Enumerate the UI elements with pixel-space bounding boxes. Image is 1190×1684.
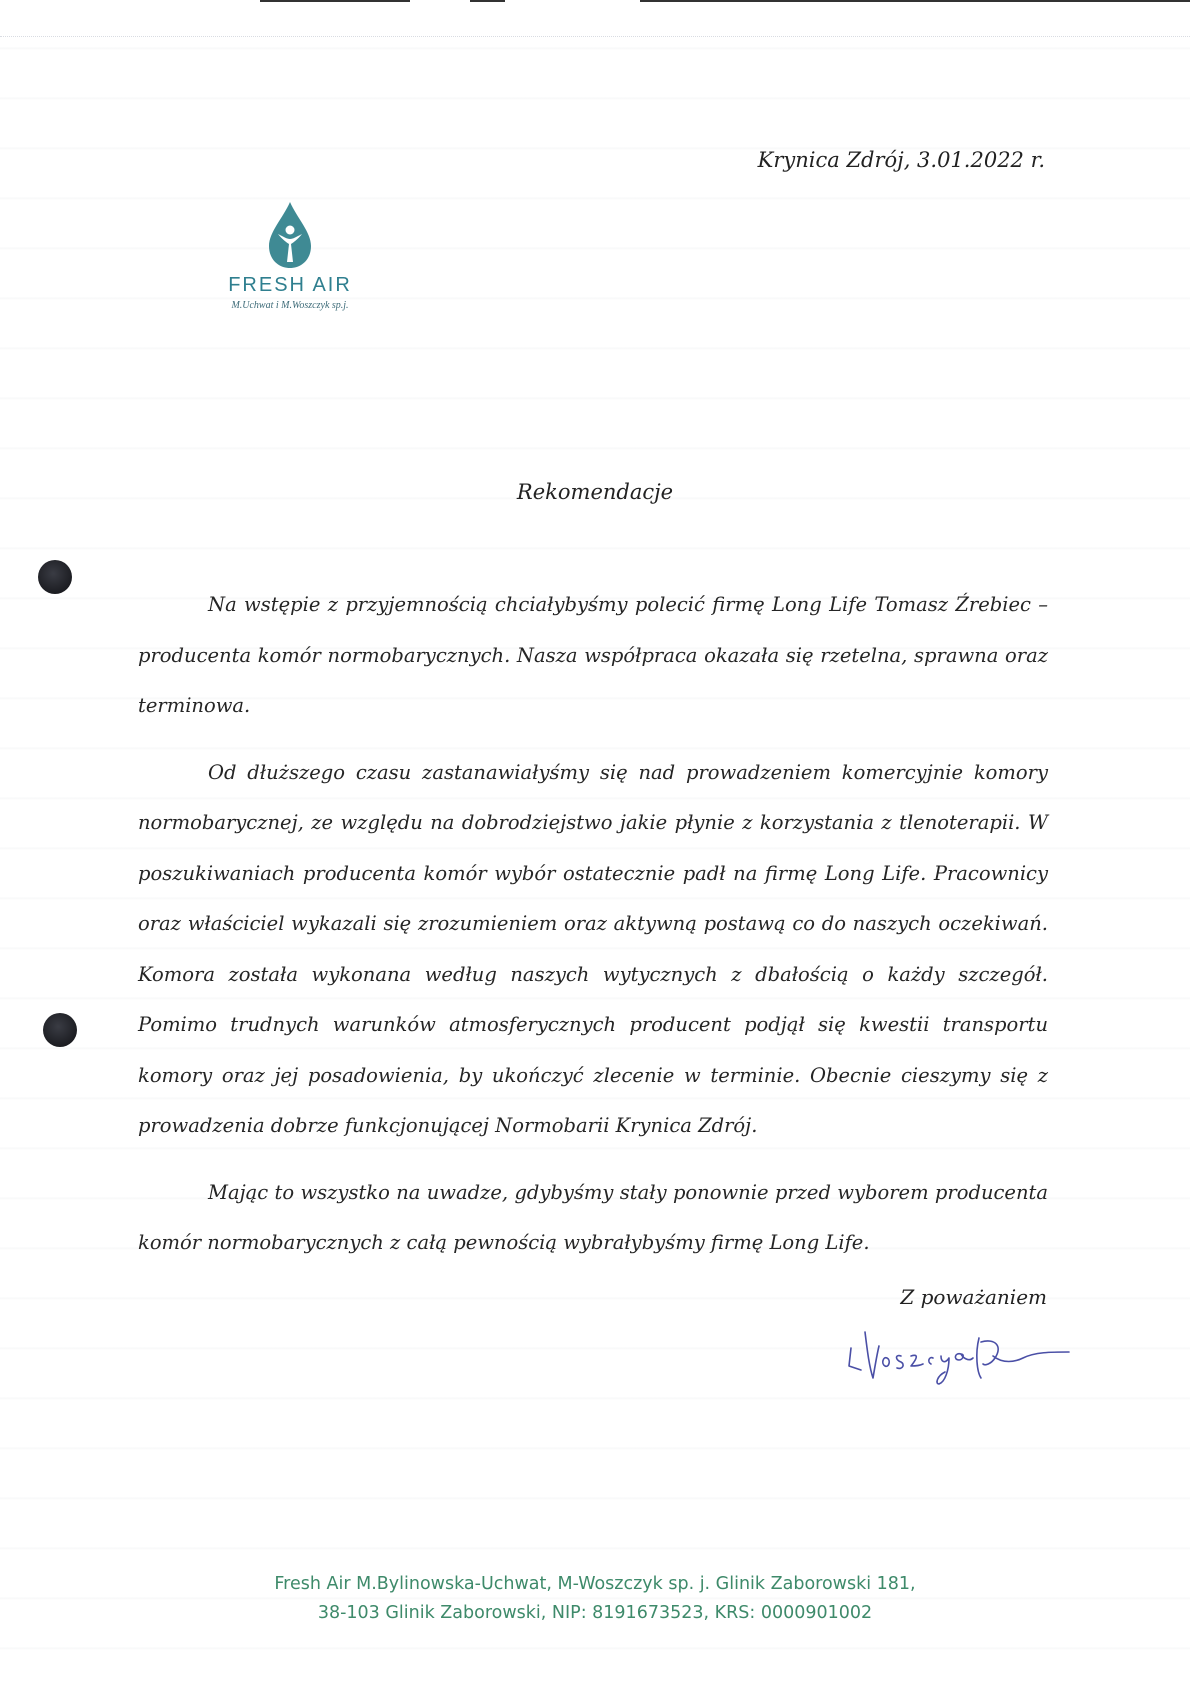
paragraph: Od dłuższego czasu zastanawiałyśmy się nad prowadzeniem komercyjnie komory normobarycznej, ze względu na dobrodziejstwo jakie płynie z korzystania z tlenoterapii. W poszukiwaniach producenta komór wybór ostatecznie padł na firmę Long Life. Pracownicy oraz właściciel wykazali się zrozumieniem oraz aktywną postawą co do naszych oczekiwań. Komora została wykonana według naszych wytycznych z dbałością o każdy szczegół. Pomimo trudnych warunków atmosferycznych producent podjął się kwestii transportu komory oraz jej posadowienia, by ukończyć zlecenie w terminie. Obecnie cieszymy się z prowadzenia dobrze funkcjonującej Normobarii Krynica Zdrój. [138, 760, 1048, 1137]
paragraph: Na wstępie z przyjemnością chciałybyśmy polecić firmę Long Life Tomasz Źrebiec – producenta komór normobarycznych. Nasza współpraca okazała się rzetelna, sprawna oraz terminowa. [138, 593, 1048, 717]
punch-hole [43, 1013, 77, 1047]
scan-edge [0, 0, 1190, 4]
letter-body [138, 580, 1048, 1285]
footer-line: 38-103 Glinik Zaborowski, NIP: 8191673523, KRS: 0000901002 [317, 1603, 873, 1623]
water-drop-person-icon [265, 200, 315, 270]
logo-name: FRESH AIR [228, 274, 352, 296]
company-logo [215, 200, 365, 311]
handwritten-signature [845, 1318, 1075, 1397]
punch-hole [38, 560, 72, 594]
paragraph: Mając to wszystko na uwadze, gdybyśmy stały ponownie przed wyborem producenta komór normobarycznych z całą pewnością wybrałybyśmy firmę Long Life. [138, 1180, 1048, 1254]
place-date: Krynica Zdrój, 3.01.2022 r. [757, 148, 1045, 172]
footer-line: Fresh Air M.Bylinowska-Uchwat, M-Woszczyk sp. j. Glinik Zaborowski 181, [274, 1574, 916, 1594]
company-footer [0, 1570, 1190, 1628]
scan-dotted-line [0, 36, 1190, 37]
closing: Z poważaniem [900, 1285, 1047, 1309]
logo-subtitle: M.Uchwat i M.Woszczyk sp.j. [231, 300, 349, 311]
letter-title: Rekomendacje [516, 480, 674, 504]
